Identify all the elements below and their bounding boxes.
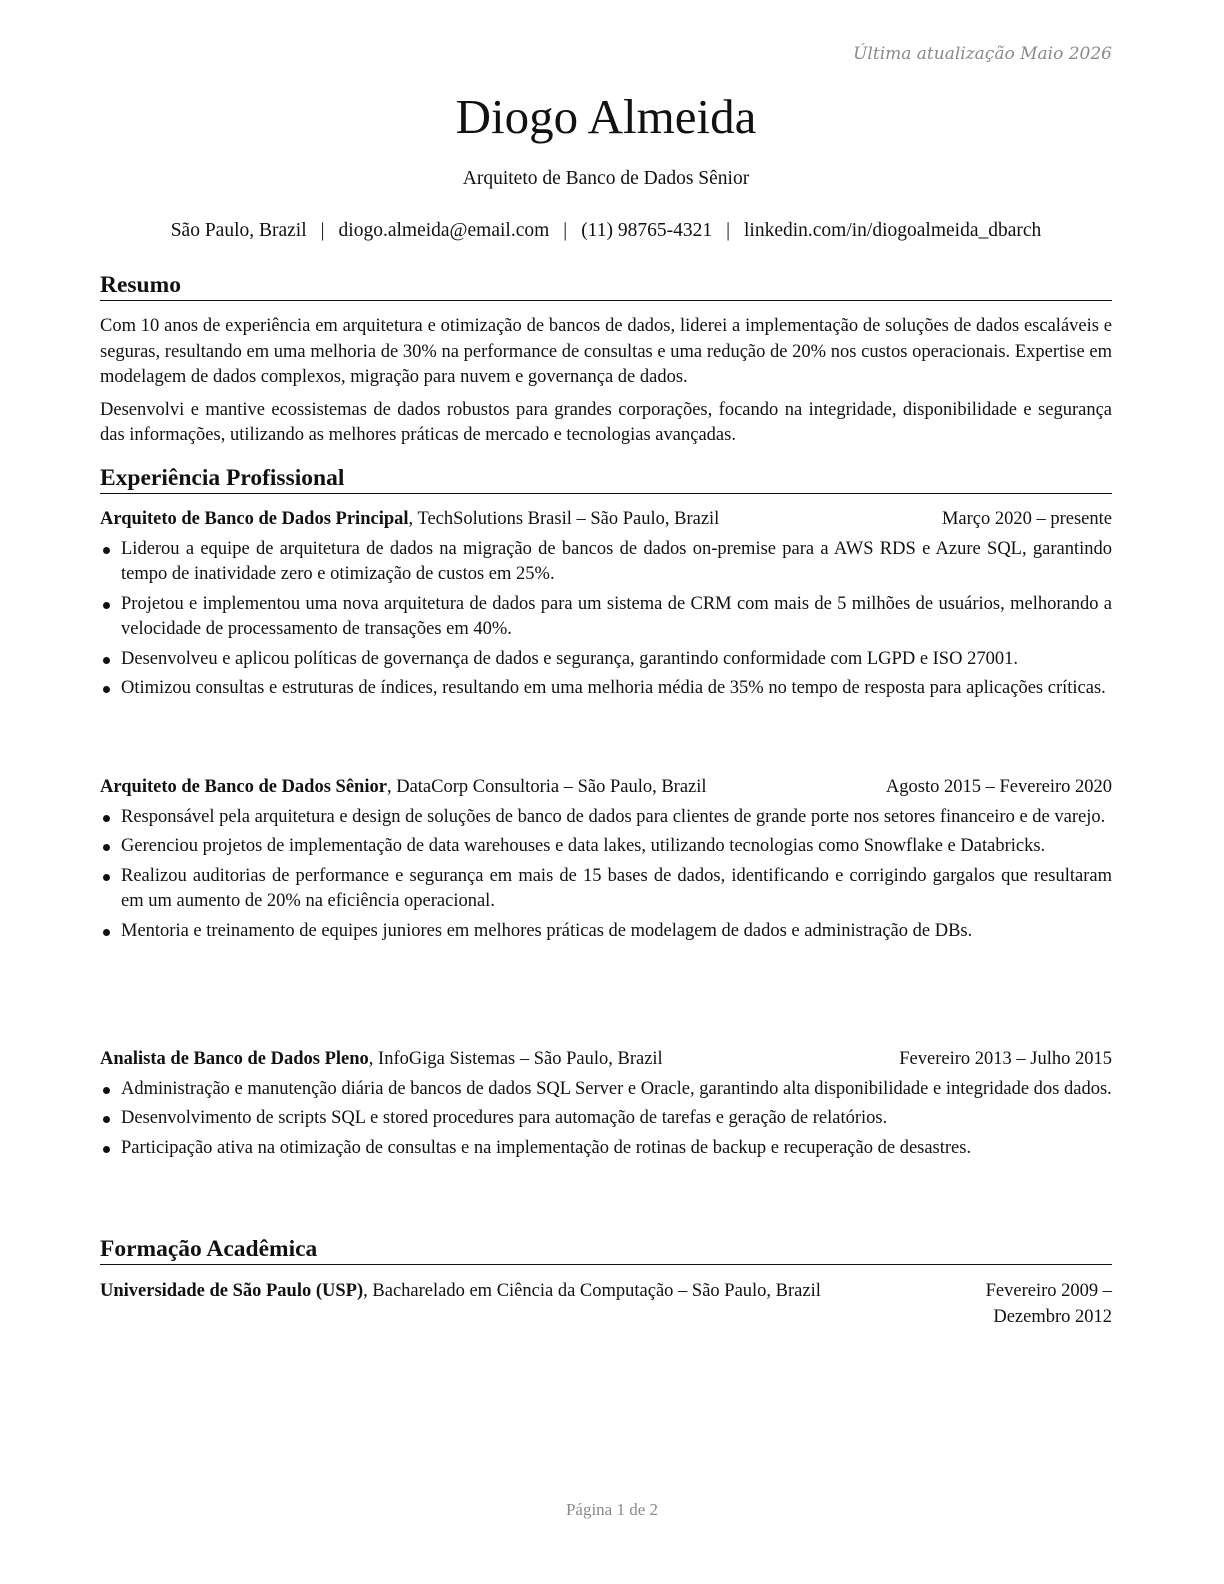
job-company: , InfoGiga Sistemas – São Paulo, Brazil <box>368 1049 663 1069</box>
education-title-line <box>100 1279 962 1330</box>
education-dates: Fevereiro 2009 – Dezembro 2012 <box>985 1281 1112 1327</box>
candidate-name: Diogo Almeida <box>455 89 757 144</box>
job-company: , DataCorp Consultoria – São Paulo, Brazil <box>386 777 707 797</box>
contact-separator: | <box>726 220 730 241</box>
education-heading: Formação Acadêmica <box>100 1234 1112 1265</box>
job-bullets <box>100 1077 1112 1162</box>
resume-page <box>100 0 1112 1584</box>
candidate-title: Arquiteto de Banco de Dados Sênior <box>462 168 750 189</box>
job-company: , TechSolutions Brasil – São Paulo, Brazil <box>408 509 720 529</box>
list-item: Desenvolvimento de scripts SQL e stored procedures para automação de tarefas e geração de relatórios. <box>100 1106 1112 1132</box>
experience-heading: Experiência Profissional <box>100 463 1112 494</box>
job-header <box>100 1047 1112 1073</box>
list-item: Projetou e implementou uma nova arquitetura de dados para um sistema de CRM com mais de 5 milhões de usuários, melhorando a velocidade de processamento de transações em 40%. <box>100 592 1112 643</box>
job-role: Analista de Banco de Dados Pleno <box>100 1049 369 1069</box>
education-details: , Bacharelado em Ciência da Computação – São Paulo, Brazil <box>363 1281 821 1301</box>
job-dates: Março 2020 – presente <box>941 509 1112 529</box>
job-header <box>100 507 1112 533</box>
contact-separator: | <box>563 220 568 241</box>
job-role: Arquiteto de Banco de Dados Principal <box>100 509 409 529</box>
list-item: Realizou auditorias de performance e segurança em mais de 15 bases de dados, identificando e corrigindo gargalos que resultaram em um aumento de 20% na eficiência operacional. <box>100 864 1112 915</box>
contact-linkedin[interactable]: linkedin.com/in/diogoalmeida_dbarch <box>743 220 1042 241</box>
job-bullets <box>100 805 1112 945</box>
last-updated-note: Última atualização Maio 2026 <box>853 44 1112 64</box>
summary-section <box>100 314 1112 449</box>
list-item: Administração e manutenção diária de bancos de dados SQL Server e Oracle, garantindo alta disponibilidade e integridade dos dados. <box>100 1077 1112 1103</box>
summary-paragraph: Desenvolvi e mantive ecossistemas de dados robustos para grandes corporações, focando na integridade, disponibilidade e segurança das informações, utilizando as melhores práticas de mercado e tecnologias avançadas. <box>100 399 1112 445</box>
job-entry <box>100 507 1112 706</box>
job-title-line <box>100 1047 879 1073</box>
list-item: Liderou a equipe de arquitetura de dados na migração de bancos de dados on-premise para a AWS RDS e Azure SQL, garantindo tempo de inatividade zero e otimização de custos em 25%. <box>100 537 1112 588</box>
list-item: Mentoria e treinamento de equipes juniores em melhores práticas de modelagem de dados e administração de DBs. <box>100 919 1112 945</box>
job-role: Arquiteto de Banco de Dados Sênior <box>100 777 387 797</box>
contact-line <box>88 218 1124 244</box>
job-entry <box>100 775 1112 948</box>
job-bullets <box>100 537 1112 702</box>
list-item: Responsável pela arquitetura e design de soluções de banco de dados para clientes de grande porte nos setores financeiro e de varejo. <box>100 805 1112 831</box>
contact-email[interactable]: diogo.almeida@email.com <box>338 220 550 241</box>
contact-separator: | <box>320 220 325 241</box>
job-dates: Fevereiro 2013 – Julho 2015 <box>899 1049 1112 1069</box>
list-item: Participação ativa na otimização de consultas e na implementação de rotinas de backup e recuperação de desastres. <box>100 1136 1112 1162</box>
page-number: Página 1 de 2 <box>565 1500 659 1519</box>
job-dates: Agosto 2015 – Fevereiro 2020 <box>885 777 1112 797</box>
contact-location: São Paulo, Brazil <box>170 220 307 241</box>
job-entry <box>100 1047 1112 1165</box>
job-header <box>100 775 1112 801</box>
education-institution: Universidade de São Paulo (USP) <box>100 1281 364 1301</box>
list-item: Desenvolveu e aplicou políticas de governança de dados e segurança, garantindo conformidade com LGPD e ISO 27001. <box>100 647 1112 673</box>
list-item: Otimizou consultas e estruturas de índices, resultando em uma melhoria média de 35% no tempo de resposta para aplicações críticas. <box>100 676 1112 702</box>
education-header <box>100 1279 1112 1330</box>
summary-heading: Resumo <box>100 270 1112 301</box>
education-entry <box>100 1279 1112 1330</box>
summary-paragraph: Com 10 anos de experiência em arquitetura e otimização de bancos de dados, liderei a implementação de soluções de dados escaláveis e seguras, resultando em uma melhoria de 30% na performance de consultas e uma redução de 20% nos custos operacionais. Expertise em modelagem de dados complexos, migração para nuvem e governança de dados. <box>100 316 1112 387</box>
list-item: Gerenciou projetos de implementação de data warehouses e data lakes, utilizando tecnologias como Snowflake e Databricks. <box>100 834 1112 860</box>
job-title-line <box>100 507 942 533</box>
job-title-line <box>100 775 879 801</box>
contact-phone[interactable]: (11) 98765-4321 <box>581 220 713 241</box>
